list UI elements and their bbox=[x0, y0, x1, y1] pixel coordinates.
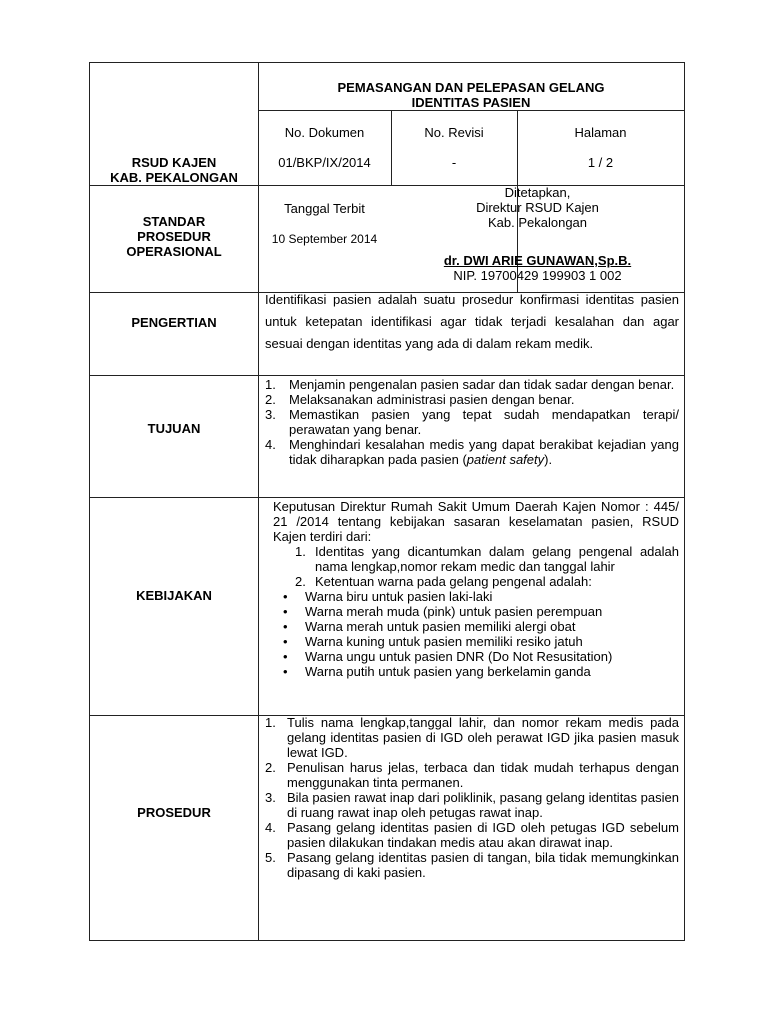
hospital-line2: KAB. PEKALONGAN bbox=[110, 170, 238, 185]
row-divider bbox=[258, 110, 684, 111]
list-item: 4. Pasang gelang identitas pasien di IGD oleh petugas IGD sebelum pasien dilakukan tindakan medis atau akan dirawat inap. bbox=[265, 820, 679, 850]
doc-no-label: No. Dokumen bbox=[284, 125, 365, 140]
title-line2: IDENTITAS PASIEN bbox=[411, 95, 531, 110]
document-title bbox=[258, 80, 684, 110]
issue-date-value: 10 September 2014 bbox=[271, 232, 378, 246]
sop-line1: STANDAR bbox=[142, 214, 206, 229]
director-name: dr. DWI ARIE GUNAWAN,Sp.B. bbox=[443, 253, 632, 268]
approved-line3: Kab. Pekalongan bbox=[487, 215, 588, 230]
list-item: 3. Bila pasien rawat inap dari poliklinik, pasang gelang identitas pasien di ruang rawat inap oleh petugas rawat inap. bbox=[265, 790, 679, 820]
sop-line2: PROSEDUR bbox=[137, 229, 211, 244]
row-divider bbox=[90, 497, 684, 498]
list-item: 1. Identitas yang dicantumkan dalam gelang pengenal adalah nama lengkap,nomor rekam medic dan tanggal lahir bbox=[295, 544, 679, 574]
revision-value: - bbox=[451, 155, 457, 170]
pengertian-content bbox=[265, 289, 679, 355]
column-divider bbox=[391, 110, 392, 185]
sop-label bbox=[90, 214, 258, 259]
revision-label: No. Revisi bbox=[424, 125, 484, 140]
list-item: 2. Melaksanakan administrasi pasien dengan benar. bbox=[265, 392, 575, 407]
page-value: 1 / 2 bbox=[587, 155, 614, 170]
hospital-line1: RSUD KAJEN bbox=[131, 155, 217, 170]
list-item: 2. Penulisan harus jelas, terbaca dan tidak mudah terhapus dengan menggunakan tinta permanen. bbox=[265, 760, 679, 790]
kebijakan-intro: Keputusan Direktur Rumah Sakit Umum Daerah Kajen Nomor : 445/ 21 /2014 tentang kebijakan sasaran keselamatan pasien, RSUD Kajen terdiri dari: bbox=[273, 499, 679, 544]
doc-no-value: 01/BKP/IX/2014 bbox=[278, 155, 371, 170]
issue-date-label: Tanggal Terbit bbox=[284, 201, 365, 216]
hospital-name bbox=[90, 155, 258, 185]
patient-safety-term: patient safety bbox=[466, 452, 545, 467]
approved-line2: Direktur RSUD Kajen bbox=[476, 200, 599, 215]
bullet-item: • Warna merah untuk pasien memiliki alergi obat bbox=[283, 619, 576, 634]
approved-line1: Ditetapkan, bbox=[504, 185, 571, 200]
bullet-item: • Warna ungu untuk pasien DNR (Do Not Resusitation) bbox=[283, 649, 613, 664]
pengertian-label: PENGERTIAN bbox=[131, 315, 217, 330]
title-line1: PEMASANGAN DAN PELEPASAN GELANG bbox=[337, 80, 605, 95]
list-item: 5. Pasang gelang identitas pasien di tangan, bila tidak memungkinkan dipasang di kaki pasien. bbox=[265, 850, 679, 880]
prosedur-list bbox=[265, 715, 679, 880]
kebijakan-label: KEBIJAKAN bbox=[136, 588, 212, 603]
list-item: 3. Memastikan pasien yang tepat sudah mendapatkan terapi/ perawatan yang benar. bbox=[265, 407, 679, 437]
row-divider bbox=[90, 375, 684, 376]
sop-document-table bbox=[89, 62, 685, 941]
column-divider bbox=[258, 63, 259, 940]
list-item: 4. Menghindari kesalahan medis yang dapat berakibat kejadian yang tidak diharapkan pada pasien (patient safety). bbox=[265, 437, 679, 467]
list-item: 1. Tulis nama lengkap,tanggal lahir, dan nomor rekam medis pada gelang identitas pasien di IGD oleh perawat IGD jika pasien masuk lewat IGD. bbox=[265, 715, 679, 760]
pengertian-text: Identifikasi pasien adalah suatu prosedur konfirmasi identitas pasien untuk ketepatan identifikasi agar tidak terjadi kesalahan dan agar sesuai dengan identitas yang ada di dalam rekam medik. bbox=[265, 292, 679, 351]
list-item: 2. Ketentuan warna pada gelang pengenal adalah: bbox=[295, 574, 592, 589]
kebijakan-content bbox=[265, 499, 679, 679]
sop-line3: OPERASIONAL bbox=[126, 244, 222, 259]
page-label: Halaman bbox=[574, 125, 627, 140]
list-item: 1. Menjamin pengenalan pasien sadar dan tidak sadar dengan benar. bbox=[265, 377, 675, 392]
bullet-item: • Warna kuning untuk pasien memiliki resiko jatuh bbox=[283, 634, 583, 649]
director-nip: NIP. 19700429 199903 1 002 bbox=[453, 268, 622, 283]
bullet-item: • Warna putih untuk pasien yang berkelamin ganda bbox=[283, 664, 591, 679]
prosedur-label: PROSEDUR bbox=[137, 805, 211, 820]
bullet-item: • Warna merah muda (pink) untuk pasien perempuan bbox=[283, 604, 603, 619]
approval-block bbox=[391, 185, 684, 283]
bullet-item: • Warna biru untuk pasien laki-laki bbox=[283, 589, 493, 604]
tujuan-list bbox=[265, 377, 679, 467]
tujuan-label: TUJUAN bbox=[147, 421, 201, 436]
